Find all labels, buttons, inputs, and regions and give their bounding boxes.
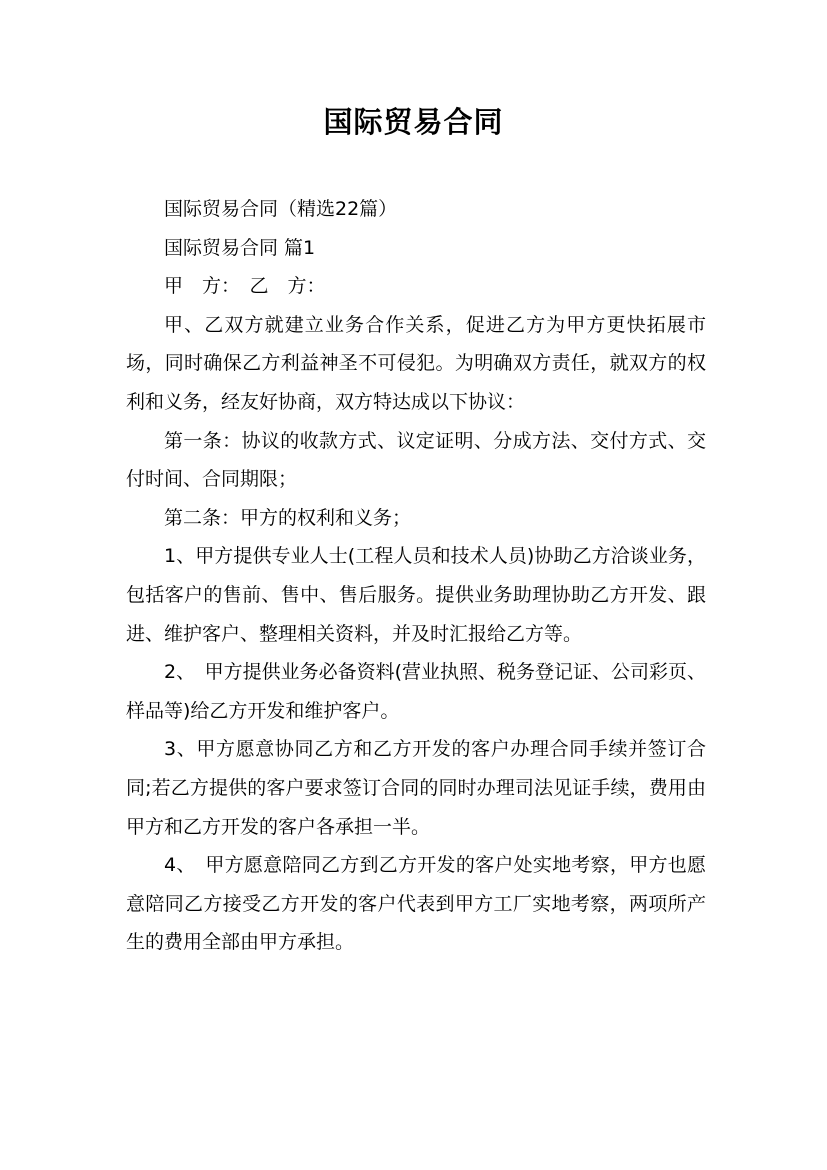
clause-1: 1、甲方提供专业人士(工程人员和技术人员)协助乙方洽谈业务，包括客户的售前、售中、售后服务。提供业务助理协助乙方开发、跟进、维护客户、整理相关资料，并及时汇报给乙方等。 [126,545,706,645]
clause-2: 2、 甲方提供业务必备资料(营业执照、税务登记证、公司彩页、样品等)给乙方开发和维护客户。 [126,661,707,722]
parties-line: 甲 方： 乙 方： [164,275,326,298]
document-body [126,190,706,962]
subtitle-paragraph: 国际贸易合同（精选22篇） [164,198,398,220]
clause-4: 4、 甲方愿意陪同乙方到乙方开发的客户处实地考察，甲方也愿意陪同乙方接受乙方开发的客户代表到甲方工厂实地考察，两项所产生的费用全部由甲方承担。 [126,854,706,954]
section-heading: 国际贸易合同 篇1 [164,236,316,259]
article-two: 第二条：甲方的权利和义务； [164,506,412,529]
document-title: 国际贸易合同 [323,105,504,139]
clause-3: 3、甲方愿意协同乙方和乙方开发的客户办理合同手续并签订合同;若乙方提供的客户要求签订合同的同时办理司法见证手续，费用由甲方和乙方开发的客户各承担一半。 [126,738,706,838]
preamble-paragraph: 甲、乙双方就建立业务合作关系，促进乙方为甲方更快拓展市场，同时确保乙方利益神圣不可侵犯。为明确双方责任，就双方的权利和义务，经友好协商，双方特达成以下协议： [126,313,706,413]
article-one: 第一条：协议的收款方式、议定证明、分成方法、交付方式、交付时间、合同期限； [126,429,706,491]
